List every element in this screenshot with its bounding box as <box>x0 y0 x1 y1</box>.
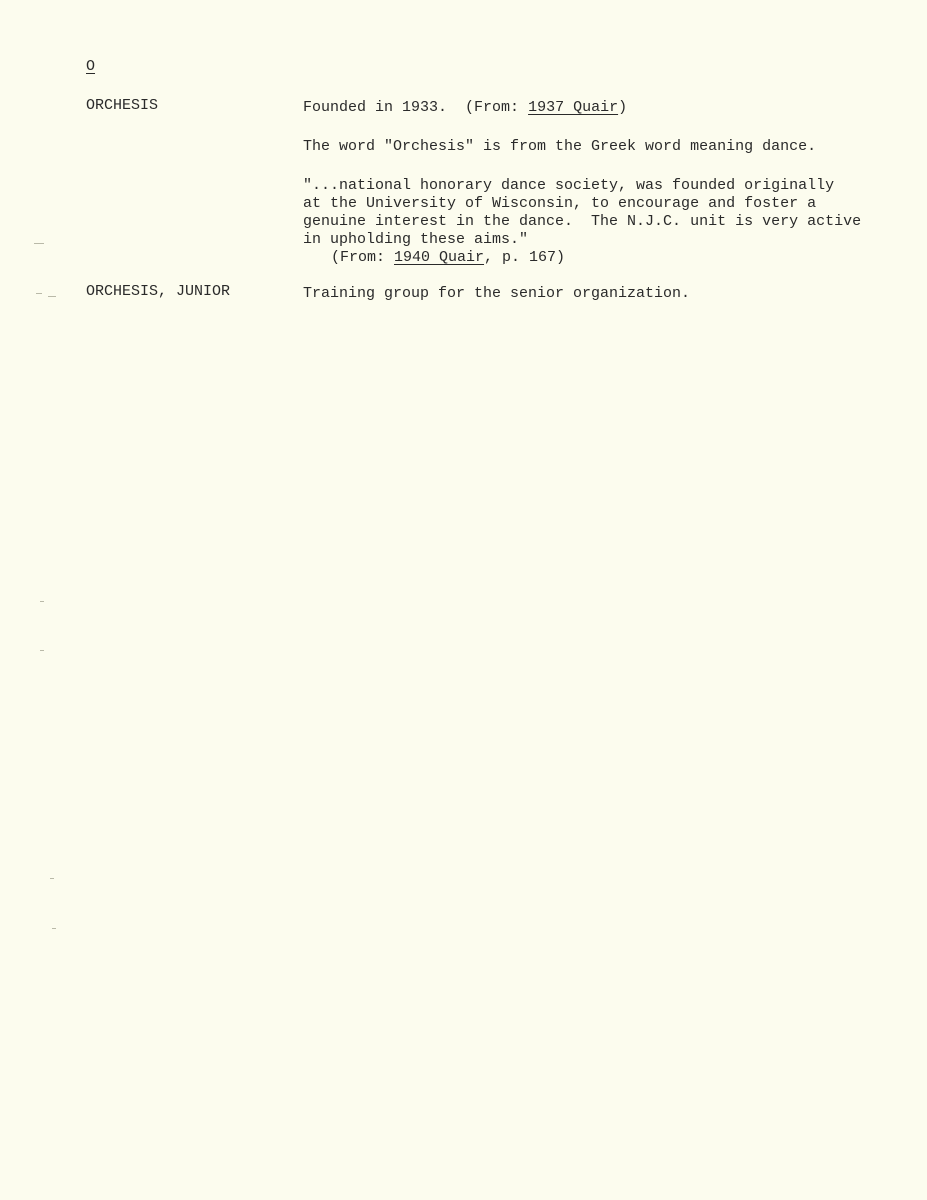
junior-definition: Training group for the senior organization. <box>303 285 691 302</box>
section-letter: O <box>86 58 96 75</box>
scan-speck <box>34 243 44 244</box>
scan-speck <box>48 296 56 297</box>
scan-speck <box>36 293 42 294</box>
entry-definition-orchesis-junior <box>303 285 893 324</box>
founded-source-title: 1937 Quair <box>528 99 619 116</box>
scan-speck <box>40 601 44 602</box>
entry-definition-orchesis <box>303 99 893 267</box>
quote-citation <box>303 249 565 266</box>
scan-speck <box>52 928 56 929</box>
etymology-line: The word "Orchesis" is from the Greek word meaning dance. <box>303 138 817 155</box>
quote-source-close: , p. 167) <box>484 249 566 266</box>
scan-speck <box>50 878 54 879</box>
scan-speck <box>40 650 44 651</box>
founded-source-close: ) <box>618 99 628 116</box>
quote-source-open: (From: <box>331 249 395 266</box>
quote-block <box>303 177 893 267</box>
quote-source-title: 1940 Quair <box>394 249 485 266</box>
founded-line <box>303 99 893 117</box>
entry-term-orchesis: ORCHESIS <box>86 97 159 114</box>
quote-text: "...national honorary dance society, was founded originally at the University of Wisconsin, to encourage and foster a genuine interest in the dance. The N.J.C. unit is very active in upholding these aims." <box>303 177 862 248</box>
entry-term-orchesis-junior: ORCHESIS, JUNIOR <box>86 283 231 300</box>
founded-text: Founded in 1933. <box>303 99 448 116</box>
founded-source-open: (From: <box>465 99 529 116</box>
